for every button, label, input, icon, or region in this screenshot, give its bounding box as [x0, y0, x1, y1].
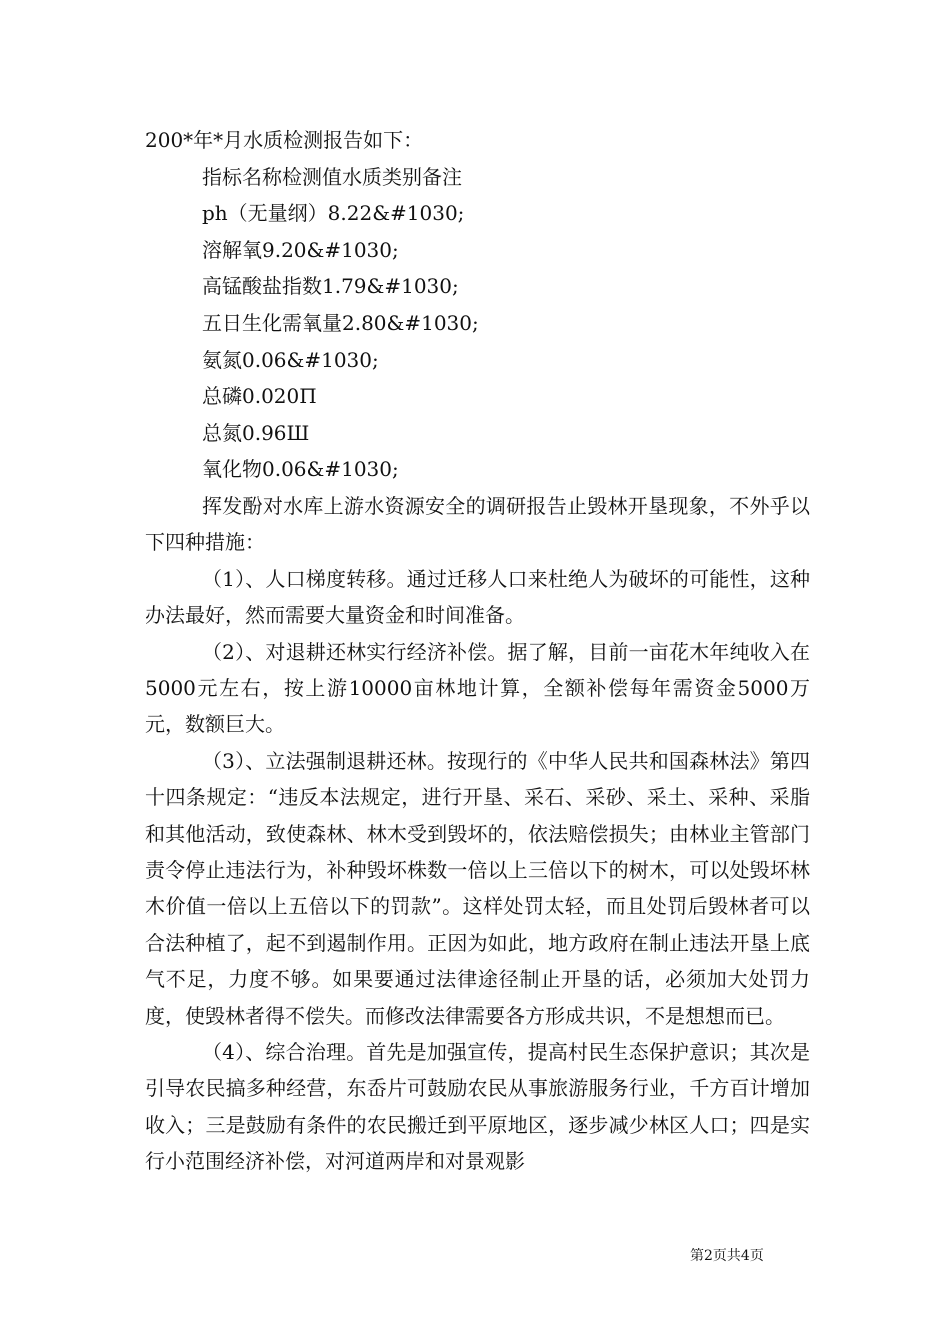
table-line-dissolved-oxygen: 溶解氧9.20&#1030; — [202, 237, 399, 262]
table-line-bod5: 五日生化需氧量2.80&#1030; — [202, 310, 479, 335]
table-line-ph: ph（无量纲）8.22&#1030; — [202, 201, 465, 226]
page-number-footer: 第2页共4页 — [690, 1248, 764, 1264]
report-heading: 200*年*月水质检测报告如下： — [145, 128, 424, 152]
table-line-total-phosphorus: 总磷0.020Π — [202, 384, 317, 409]
paragraph-measure-2: （2）、对退耕还林实行经济补偿。据了解，目前一亩花木年纯收入在5000元左右，按上游10000亩林地计算，全额补偿每年需资金5000万元，数额巨大。 — [145, 639, 810, 737]
paragraph-measure-3: （3）、立法强制退耕还林。按现行的《中华人民共和国森林法》第四十四条规定：“违反本法规定，进行开垦、采石、采砂、采土、采种、采脂和其他活动，致使森林、林木受到毁坏的，依法赔偿损失；由林业主管部门责令停止违法行为，补种毁坏株数一倍以上三倍以下的树木，可以处毁坏林木价值一倍以上五倍以下的罚款”。这样处罚太轻，而且处罚后毁林者可以合法种植了，起不到遏制作用。正因为如此，地方政府在制止违法开垦上底气不足，力度不够。如果要通过法律途径制止开垦的话，必须加大处罚力度，使毁林者得不偿失。而修改法律需要各方形成共识，不是想想而已。 — [145, 748, 810, 1028]
document-body — [145, 122, 810, 1180]
table-header-line: 指标名称检测值水质类别备注 — [202, 164, 462, 189]
paragraph-measure-4: （4）、综合治理。首先是加强宣传，提高村民生态保护意识；其次是引导农民搞多种经营，东岙片可鼓励农民从事旅游服务行业，千方百计增加收入；三是鼓励有条件的农民搬迁到平原地区，逐步减少林区人口；四是实行小范围经济补偿，对河道两岸和对景观影 — [145, 1040, 810, 1174]
paragraph-intro: 挥发酚对水库上游水资源安全的调研报告止毁林开垦现象，不外乎以下四种措施： — [145, 493, 810, 555]
paragraph-measure-1: （1）、人口梯度转移。通过迁移人口来杜绝人为破坏的可能性，这种办法最好，然而需要大量资金和时间准备。 — [145, 566, 810, 628]
table-line-oxide: 氧化物0.06&#1030; — [202, 457, 399, 482]
table-line-ammonia-nitrogen: 氨氮0.06&#1030; — [202, 347, 379, 372]
table-line-permanganate-index: 高锰酸盐指数1.79&#1030; — [202, 274, 459, 299]
table-line-total-nitrogen: 总氮0.96Ш — [202, 420, 310, 445]
